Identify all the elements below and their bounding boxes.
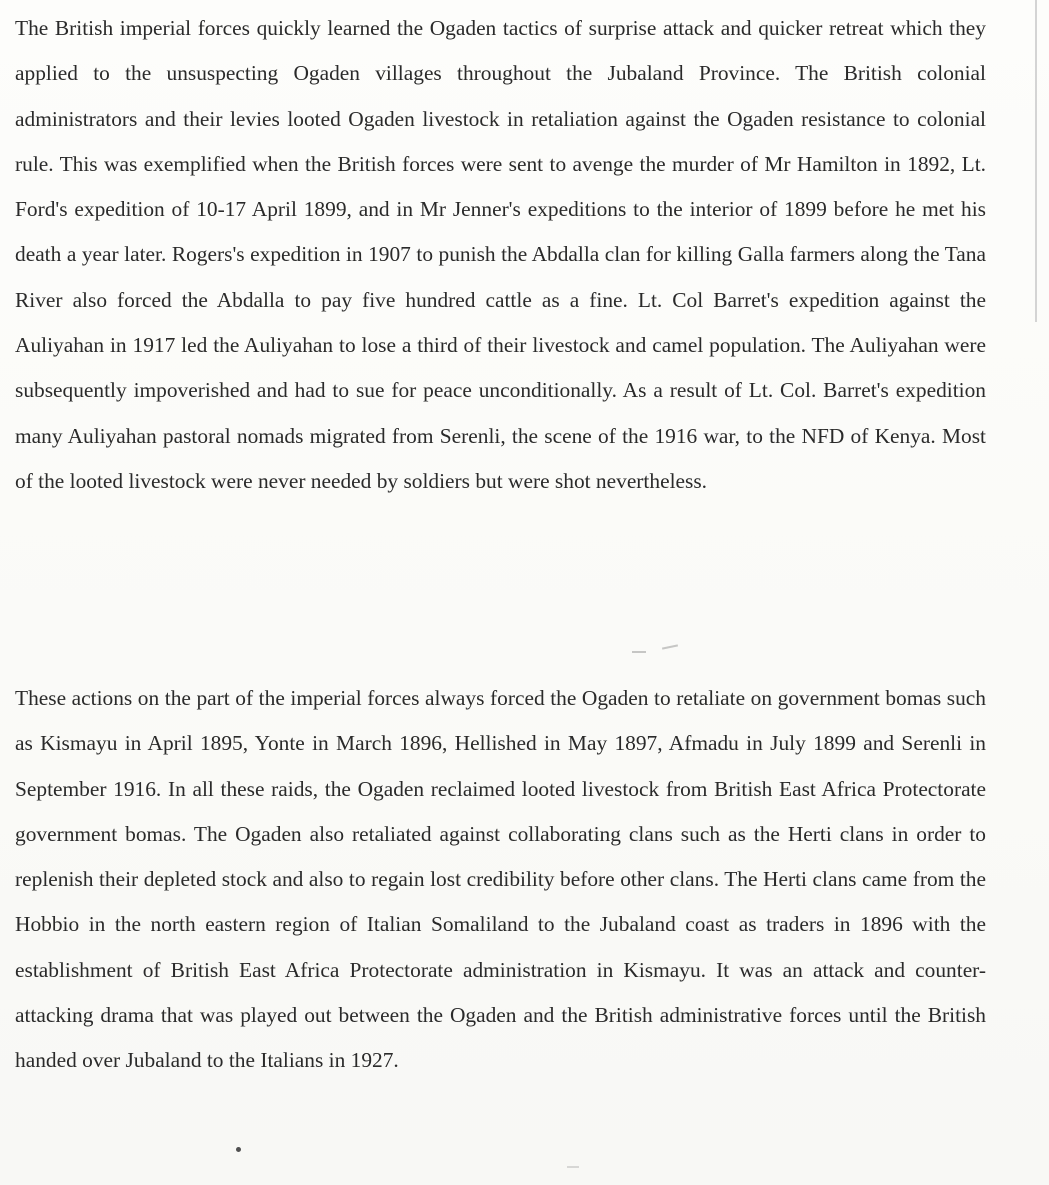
paragraph-ogaden-retaliation: These actions on the part of the imperial forces always forced the Ogaden to retaliate on government bomas such as Kismayu in April 1895, Yonte in March 1896, Hellished in May 1897, Afmadu in July 1899 and Serenli in September 1916. In all these raids, the Ogaden reclaimed looted livestock from British East Africa Protectorate government bomas. The Ogaden also retaliated against collaborating clans such as the Herti clans in order to replenish their depleted stock and also to regain lost credibility before other clans. The Herti clans came from the Hobbio in the north eastern region of Italian Somaliland to the Jubaland coast as traders in 1896 with the establishment of British East Africa Protectorate administration in Kismayu. It was an attack and counter-attacking drama that was played out between the Ogaden and the British administrative forces until the British handed over Jubaland to the Italians in 1927. <box>15 686 986 1073</box>
scan-smudge-mark <box>632 651 646 653</box>
paragraph-british-expeditions: The British imperial forces quickly learned the Ogaden tactics of surprise attack and quicker retreat which they applied to the unsuspecting Ogaden villages throughout the Jubaland Province. The British colonial administrators and their levies looted Ogaden livestock in retaliation against the Ogaden resistance to colonial rule. This was exemplified when the British forces were sent to avenge the murder of Mr Hamilton in 1892, Lt. Ford's expedition of 10-17 April 1899, and in Mr Jenner's expeditions to the interior of 1899 before he met his death a year later. Rogers's expedition in 1907 to punish the Abdalla clan for killing Galla farmers along the Tana River also forced the Abdalla to pay five hundred cattle as a fine. Lt. Col Barret's expedition against the Auliyahan in 1917 led the Auliyahan to lose a third of their livestock and camel population. The Auliyahan were subsequently impoverished and had to sue for peace unconditionally. As a result of Lt. Col. Barret's expedition many Auliyahan pastoral nomads migrated from Serenli, the scene of the 1916 war, to the NFD of Kenya. Most of the looted livestock were never needed by soldiers but were shot nevertheless. <box>15 16 986 493</box>
scan-smudge-mark <box>236 1147 241 1152</box>
scan-smudge-mark <box>567 1166 579 1168</box>
scroll-edge-line <box>1035 0 1037 322</box>
scan-smudge-mark <box>662 644 678 649</box>
